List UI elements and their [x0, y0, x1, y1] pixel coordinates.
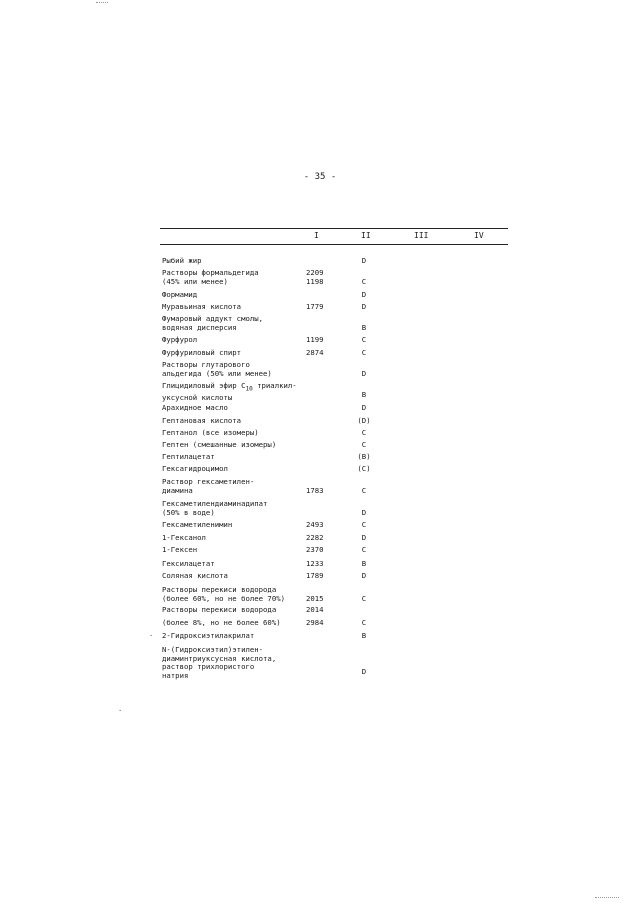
row-code: C	[361, 594, 367, 603]
table-row: Глицидиловый эфир $C_{10}$ триалкил- уксусной кислоты	[162, 381, 297, 403]
table-row: 2-Гидроксиэтилакрилат	[162, 631, 255, 640]
row-code: D	[361, 667, 367, 676]
row-code: C	[361, 277, 367, 286]
table-row: Раствор гексаметилен- диамина	[162, 477, 255, 495]
table-row: Гексилацетат	[162, 559, 215, 568]
row-number: 2014	[306, 605, 324, 614]
row-number: 1199	[306, 335, 324, 344]
column-header-ii: II	[361, 231, 371, 240]
row-number: 2984	[306, 618, 324, 627]
table-row: Гептилацетат	[162, 452, 215, 461]
table-row: Растворы глутарового альдегида (50% или менее)	[162, 360, 272, 378]
row-code: C	[361, 440, 367, 449]
row-number: 1789	[306, 571, 324, 580]
row-code: D	[361, 508, 367, 517]
row-code: B	[361, 559, 367, 568]
table-row: Гексагидроцимол	[162, 464, 228, 473]
table-row: Муравьиная кислота	[162, 302, 242, 311]
row-code: D	[361, 403, 367, 412]
table-row: Фумаровый аддукт смолы, водяная дисперсия	[162, 314, 264, 332]
row-code: C	[361, 486, 367, 495]
row-code: C	[361, 335, 367, 344]
row-code: C	[361, 428, 367, 437]
table-row: Растворы перекиси водорода	[162, 605, 277, 614]
table-row: 1-Гексанол	[162, 533, 206, 542]
row-number: 2493	[306, 520, 324, 529]
row-code: D	[361, 533, 367, 542]
table-row: Гептанол (все изомеры)	[162, 428, 259, 437]
row-code: B	[361, 390, 367, 399]
column-header-i: I	[314, 231, 319, 240]
row-code: B	[361, 631, 367, 640]
table-row: (более 8%, но не более 60%)	[162, 618, 281, 627]
table-row: Фурфуриловый спирт	[162, 348, 242, 357]
row-number: 2209 1198	[306, 268, 324, 286]
margin-dot: ·	[118, 707, 123, 715]
table-header-rule	[160, 244, 508, 245]
table-top-rule	[160, 228, 508, 229]
row-code: C	[361, 520, 367, 529]
row-code: C	[361, 348, 367, 357]
row-number: 2015	[306, 594, 324, 603]
row-number: 1233	[306, 559, 324, 568]
table-row: N-(Гидроксиэтил)этилен- диаминтриуксусная кислота, раствор трихлористого натрия	[162, 645, 277, 680]
row-code: C	[361, 618, 367, 627]
row-number: 1779	[306, 302, 324, 311]
row-code: D	[361, 571, 367, 580]
table-row: Формамид	[162, 290, 198, 299]
scan-corner-mark	[595, 897, 619, 898]
row-number: 2370	[306, 545, 324, 554]
table-row: Фурфурол	[162, 335, 198, 344]
scan-corner-mark	[96, 2, 108, 3]
row-code: (D)	[357, 416, 371, 425]
table-row: Рыбий жир	[162, 256, 202, 265]
page-number: - 35 -	[303, 172, 337, 182]
row-number: 1783	[306, 486, 324, 495]
row-code: D	[361, 302, 367, 311]
column-header-iii: III	[414, 231, 429, 240]
row-code: B	[361, 323, 367, 332]
row-number: 2282	[306, 533, 324, 542]
table-row: Соляная кислота	[162, 571, 228, 580]
table-row: Арахидное масло	[162, 403, 228, 412]
table-row: Гептановая кислота	[162, 416, 242, 425]
row-code: D	[361, 369, 367, 378]
table-row: Растворы формальдегида (45% или менее)	[162, 268, 259, 286]
margin-dot: ·	[149, 632, 154, 640]
row-code: C	[361, 545, 367, 554]
subscript-number: 10	[245, 385, 253, 393]
row-code: (B)	[357, 452, 371, 461]
table-row: Растворы перекиси водорода (более 60%, но не более 70%)	[162, 585, 286, 603]
table-row: Гептен (смешанные изомеры)	[162, 440, 277, 449]
table-row: Гексаметилендиаминадипат (50% в воде)	[162, 499, 268, 517]
row-number: 2874	[306, 348, 324, 357]
column-header-iv: IV	[474, 231, 484, 240]
table-row: Гексаметиленимин	[162, 520, 233, 529]
row-code: D	[361, 256, 367, 265]
row-code: D	[361, 290, 367, 299]
table-row: 1-Гексен	[162, 545, 198, 554]
row-code: (C)	[357, 464, 371, 473]
